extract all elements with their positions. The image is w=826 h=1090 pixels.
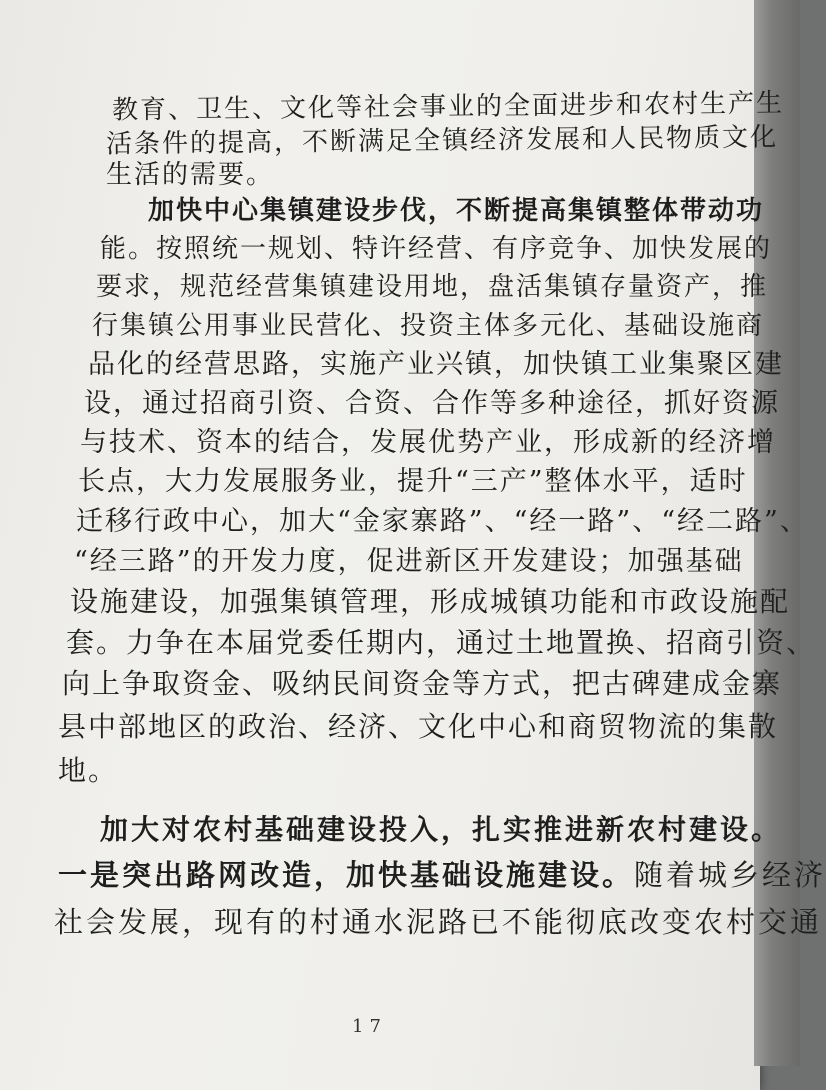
text-line: 套。力争在本届党委任期内，通过土地置换、招商引资、 bbox=[66, 626, 817, 659]
page-number: 17 bbox=[352, 1016, 387, 1037]
text-line: 教育、卫生、文化等社会事业的全面进步和农村生产生 bbox=[111, 88, 785, 126]
text-line: 地。 bbox=[58, 754, 119, 787]
text-line: 设，通过招商引资、合资、合作等多种途径，抓好资源 bbox=[84, 388, 780, 419]
text-line: 长点，大力发展服务业，提升“三产”整体水平，适时 bbox=[78, 466, 748, 497]
text-line: “经三路”的开发力度，促进新区开发建设；加强基础 bbox=[74, 546, 744, 577]
section-heading-line: 加大对农村基础建设投入，扎实推进新农村建设。 bbox=[100, 813, 783, 846]
text-line: 行集镇公用事业民营化、投资主体多元化、基础设施商 bbox=[92, 311, 765, 341]
text-line: 设施建设，加强集镇管理，形成城镇功能和市政设施配 bbox=[70, 585, 791, 618]
text-line-rest: 随着城乡经济 bbox=[634, 858, 826, 892]
bold-lead-in: 一是突出路网改造，加快基础设施建设。 bbox=[58, 858, 635, 892]
text-line: 迁移行政中心，加大“金家寨路”、“经一路”、“经二路”、 bbox=[76, 506, 809, 537]
text-line: 生活的需要。 bbox=[106, 160, 275, 190]
text-line: 活条件的提高，不断满足全镇经济发展和人民物质文化 bbox=[105, 122, 779, 160]
text-line: 能。按照统一规划、特许经营、有序竞争、加快发展的 bbox=[100, 234, 773, 264]
text-line: 向上争取资金、吸纳民间资金等方式，把古碑建成金寨 bbox=[62, 667, 783, 700]
text-line: 社会发展，现有的村通水泥路已不能彻底改变农村交通 bbox=[54, 905, 823, 939]
text-line: 品化的经营思路，实施产业兴镇，加快镇工业集聚区建 bbox=[88, 349, 784, 380]
text-line: 县中部地区的政治、经济、文化中心和商贸物流的集散 bbox=[58, 710, 779, 743]
text-line: 要求，规范经营集镇建设用地，盘活集镇存量资产，推 bbox=[96, 272, 769, 302]
section-heading-line: 加快中心集镇建设步伐，不断提高集镇整体带动功 bbox=[148, 196, 765, 226]
text-line: 与技术、资本的结合，发展优势产业，形成新的经济增 bbox=[80, 427, 776, 458]
text-line bbox=[58, 860, 826, 890]
